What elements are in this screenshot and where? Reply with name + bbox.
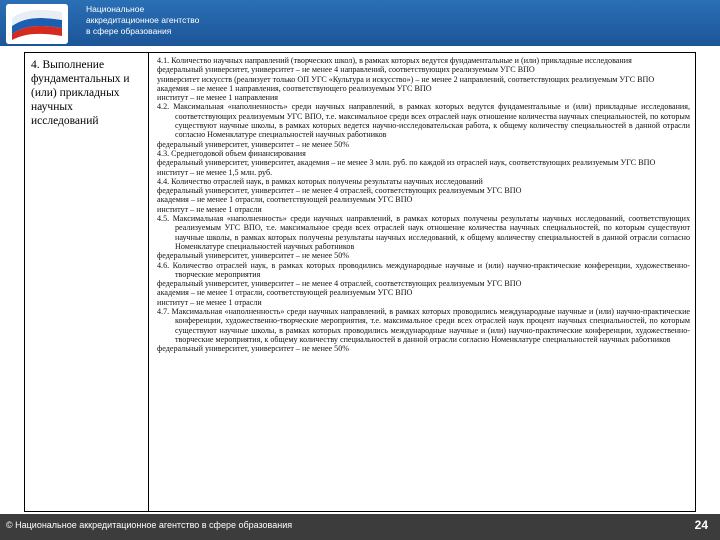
criterion-requirement: академия – не менее 1 направления, соответствующего реализуемым УГС ВПО — [157, 83, 432, 93]
criterion-heading: 4.5. Максимальная «наполненность» среди научных направлений, в рамках которых получены результаты научных исследований, соответствующих реализуемым УГС ВПО, т.е. максимальное среди всех отраслей наук отношение количества научных специальностей, по которым существуют научные школы, в рамках которых получены результаты научных исследований, к общему количеству специальностей в данной отрасли согласно Номенклатуре специальностей научных работников — [157, 214, 690, 251]
criterion-heading: 4.1. Количество научных направлений (творческих школ), в рамках которых ведутся фундаментальные и (или) прикладные исследования — [157, 56, 632, 65]
footer-copyright: © Национальное аккредитационное агентство в сфере образования — [6, 520, 293, 530]
criterion-requirement: институт – не менее 1,5 млн. руб. — [157, 167, 273, 177]
criteria-table — [24, 52, 696, 512]
criteria-list — [149, 53, 695, 511]
agency-logo — [6, 4, 68, 44]
flag-emblem-icon — [6, 4, 68, 44]
organization-title — [86, 4, 199, 37]
criterion-requirement: институт – не менее 1 отрасли — [157, 297, 262, 307]
criterion-heading: 4.4. Количество отраслей наук, в рамках которых получены результаты научных исследований — [157, 176, 483, 186]
header-bar — [0, 0, 720, 46]
criterion-requirement: академия – не менее 1 отрасли, соответствующей реализуемым УГС ВПО — [157, 288, 413, 298]
section-title: 4. Выполнение фундаментальных и (или) прикладных научных исследований — [25, 53, 149, 511]
page-number: 24 — [694, 518, 708, 532]
criterion-requirement: федеральный университет, университет – не менее 4 отраслей, соответствующих реализуемым УГС ВПО — [157, 279, 522, 289]
criterion-requirement: институт – не менее 1 направления — [157, 93, 279, 103]
criterion-requirement: федеральный университет, университет – не менее 50% — [157, 251, 350, 261]
criterion-requirement: федеральный университет, университет – не менее 4 направлений, соответствующих реализуемым УГС ВПО — [157, 65, 535, 75]
footer-bar — [0, 514, 720, 540]
org-name-line-2: аккредитационное агентство — [86, 15, 200, 25]
criterion-requirement: федеральный университет, университет – не менее 50% — [157, 139, 350, 149]
criterion-heading: 4.2. Максимальная «наполненность» среди научных направлений, в рамках которых ведутся фундаментальные и (или) прикладные исследования, соответствующих реализуемым УГС ВПО, т.е. максимальное среди всех отраслей наук отношение количества научных специальностей, по которым существуют научные школы, в рамках которых ведется научно-исследовательская работа, к общему количеству специальностей в данной отрасли согласно Номенклатуре специальностей научных работников — [157, 102, 690, 140]
org-name-line-3: в сфере образования — [86, 26, 172, 36]
criterion-requirement: академия – не менее 1 отрасли, соответствующей реализуемым УГС ВПО — [157, 195, 413, 205]
criterion-requirement: федеральный университет, университет – не менее 50% — [157, 344, 350, 354]
org-name-line-1: Национальное — [86, 4, 145, 14]
criterion-requirement: университет искусств (реализует только ОП УГС «Культура и искусство») – не менее 2 направлений, соответствующих реализуемым УГС ВПО — [157, 74, 655, 84]
criterion-heading: 4.3. Среднегодовой объем финансирования — [157, 148, 306, 158]
criterion-heading: 4.7. Максимальная «наполненность» среди научных направлений, в рамках которых проводились международные научные и (или) научно-практические конференции, художественно-творческие мероприятия, т.е. максимальное среди всех отраслей наук процент научных специальностей, по которым существуют научные школы, в рамках которых проводились международные научные и (или) научно-практические конференции, художественно-творческие мероприятия, к общему количеству специальностей в данной отрасли согласно Номенклатуре специальностей научных работников — [157, 307, 690, 344]
criterion-heading: 4.6. Количество отраслей наук, в рамках которых проводились международные научные и (или) научно-практические конференции, художественно-творческие мероприятия — [157, 260, 690, 279]
criterion-requirement: федеральный университет, университет, академия – не менее 3 млн. руб. по каждой из отраслей наук, соответствующих реализуемым УГС ВПО — [157, 158, 656, 168]
criterion-requirement: федеральный университет, университет – не менее 4 отраслей, соответствующих реализуемым УГС ВПО — [157, 186, 522, 196]
criterion-requirement: институт – не менее 1 отрасли — [157, 204, 262, 214]
